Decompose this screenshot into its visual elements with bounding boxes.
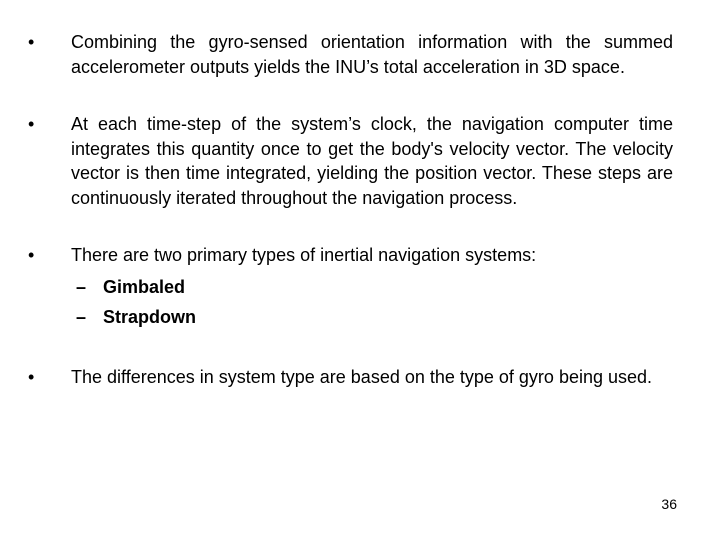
bullet-item [28,30,673,79]
sub-item-gimbaled [71,272,673,302]
bullet-marker: • [28,32,35,52]
dash-marker: – [76,306,87,327]
bullet-marker: • [28,245,35,265]
bullet-item [28,243,673,332]
sub-item-text: Gimbaled [103,276,186,297]
bullet-marker: • [28,366,35,387]
bullet-item [28,365,673,390]
sub-item-strapdown [71,302,673,332]
dash-marker: – [76,276,87,297]
bullet-list [28,30,673,422]
bullet-text: At each time-step of the system’s clock, the navigation computer time integrates this quantity once to get the body's velocity vector. The velocity vector is then time integrated, yielding the position vector. These steps are continuously iterated throughout the navigation process. [71,114,673,208]
bullet-text: Combining the gyro-sensed orientation information with the summed accelerometer outputs yields the INU’s total acceleration in 3D space. [71,32,673,77]
bullet-marker: • [28,114,35,134]
bullet-text: There are two primary types of inertial navigation systems: [71,245,537,265]
sub-list [71,272,673,332]
bullet-text: The differences in system type are based on the type of gyro being used. [71,366,653,387]
page-number: 36 [661,496,677,512]
sub-item-text: Strapdown [103,306,196,327]
bullet-item [28,112,673,210]
